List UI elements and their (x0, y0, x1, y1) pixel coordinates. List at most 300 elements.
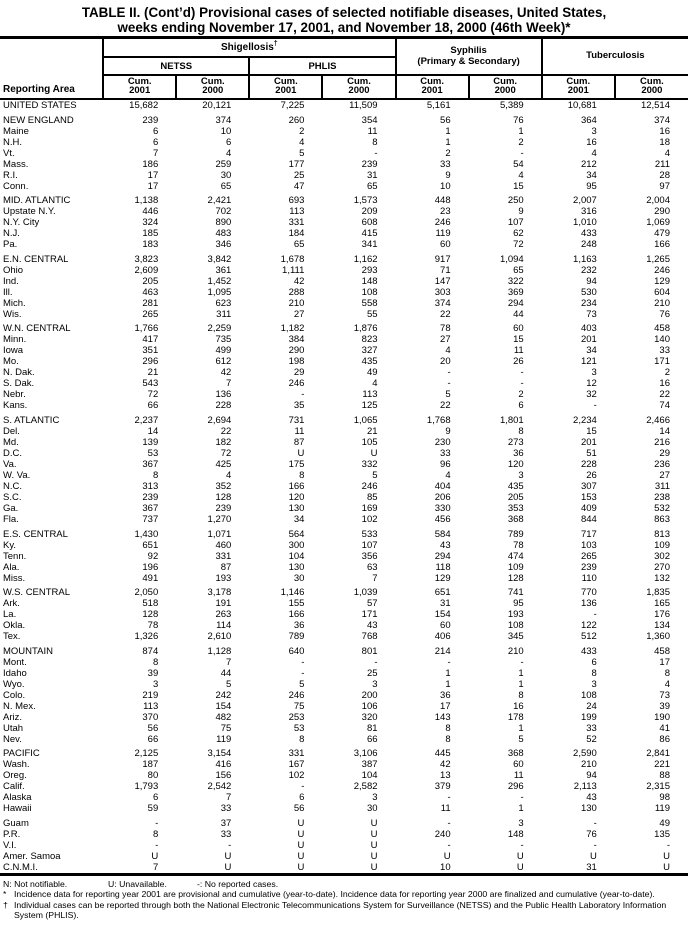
cell-value: 1 (445, 136, 451, 148)
cell-value: 8 (591, 667, 597, 679)
cell-value: 216 (654, 436, 670, 448)
cell-value: 4 (445, 469, 451, 481)
column-header-cum-5-2001: Cum. 2001 (396, 75, 469, 99)
cell-value: 66 (366, 733, 378, 745)
cell-value: 327 (361, 345, 378, 357)
cell-value: - (155, 817, 159, 829)
row-label: Amer. Samoa (3, 850, 61, 862)
cell-value: 36 (513, 447, 524, 459)
cell-value: 228 (215, 400, 232, 412)
cell-value: 27 (659, 469, 670, 481)
column-group-shigellosis (103, 38, 395, 58)
cell-value: 1,876 (353, 323, 378, 335)
cell-value: 21 (366, 425, 378, 437)
cell-value: 1,111 (282, 264, 305, 276)
table-row (0, 415, 688, 426)
cell-value: 122 (580, 620, 597, 632)
table-row (0, 657, 688, 668)
cell-value: 154 (434, 609, 451, 621)
cell-value: 250 (507, 195, 524, 207)
cell-value: 3,178 (207, 587, 232, 599)
cell-value: 10 (440, 180, 451, 192)
row-label: La. (3, 609, 17, 621)
cell-value: 346 (215, 239, 232, 251)
cell-value: - (593, 400, 597, 412)
cell-value: 200 (361, 689, 378, 701)
cell-value: 341 (361, 239, 378, 251)
cell-value: 238 (654, 491, 670, 503)
cell-value: 57 (366, 598, 378, 610)
cell-value: 917 (434, 253, 451, 265)
cell-value: 33 (440, 158, 451, 170)
cell-value: 11,509 (349, 100, 378, 111)
cell-value: 7 (372, 572, 378, 584)
table-row (0, 206, 688, 217)
cell-value: 331 (288, 217, 305, 229)
cell-value: 17 (440, 700, 451, 712)
cell-value: 499 (215, 345, 232, 357)
cell-value: U (322, 862, 395, 875)
cell-value: 324 (142, 217, 159, 229)
row-label: C.N.M.I. (0, 862, 103, 875)
row-label: Iowa (3, 345, 24, 357)
cell-value: 640 (288, 645, 305, 657)
cell-value: 166 (654, 239, 670, 251)
cell-value: 1,265 (646, 253, 670, 265)
cell-value: 246 (654, 264, 670, 276)
cell-value: 190 (654, 711, 670, 723)
cell-value: 445 (434, 748, 451, 760)
cell-value: 29 (659, 447, 670, 459)
cell-value: 1,182 (280, 323, 305, 335)
row-label: Wash. (3, 759, 30, 771)
cell-value: 2,125 (134, 748, 159, 760)
cell-value: 47 (293, 180, 305, 192)
cell-value: 128 (215, 491, 232, 503)
cell-value: 239 (142, 114, 159, 126)
cell-value: 608 (361, 217, 378, 229)
table-row (0, 573, 688, 584)
cell-value: 448 (434, 195, 451, 207)
cell-value: 42 (220, 367, 232, 379)
cell-value: 37 (220, 817, 232, 829)
cell-value: 367 (142, 502, 159, 514)
cell-value: 844 (580, 513, 597, 525)
cell-value: 43 (586, 792, 597, 804)
cell-value: 186 (142, 158, 159, 170)
cell-value: 11 (294, 425, 305, 437)
cell-value: 293 (361, 264, 378, 276)
cell-value: 1,452 (207, 275, 232, 287)
cell-value: 183 (142, 239, 159, 251)
row-label: Ky. (3, 539, 17, 551)
cell-value: 62 (513, 228, 524, 240)
cell-value: 533 (361, 528, 378, 540)
cell-value: 2,841 (646, 748, 670, 760)
cell-value: 52 (586, 733, 597, 745)
cell-value: 26 (513, 356, 524, 368)
cell-value: 1,065 (353, 414, 378, 426)
legend-item: -: No reported cases. (197, 878, 279, 889)
cell-value: 205 (507, 491, 524, 503)
cell-value: - (301, 781, 305, 793)
cell-value: 702 (215, 206, 232, 218)
cell-value: 369 (507, 286, 524, 298)
row-label: S.C. (3, 491, 22, 503)
cell-value: 1,010 (573, 217, 597, 229)
cell-value: - (374, 656, 378, 668)
cell-value: 80 (147, 770, 159, 782)
column-header-cum-3-2001: Cum. 2001 (249, 75, 322, 99)
cell-value: 232 (580, 264, 597, 276)
cell-value: 3,154 (207, 748, 232, 760)
cell-value: 265 (142, 308, 159, 320)
cell-value: 148 (507, 828, 524, 840)
footnotes (0, 876, 688, 921)
row-label: Mo. (3, 356, 19, 368)
cell-value: 34 (293, 513, 305, 525)
row-label: Va. (3, 458, 17, 470)
cell-value: 26 (586, 469, 597, 481)
cell-value: 2,234 (573, 414, 597, 426)
row-label: Mont. (3, 656, 27, 668)
cell-value: 463 (142, 286, 159, 298)
cell-value: 368 (507, 748, 524, 760)
row-label: NEW ENGLAND (3, 114, 74, 126)
cell-value: 425 (215, 458, 232, 470)
row-label: Kans. (3, 400, 28, 412)
cell-value: 228 (580, 458, 597, 470)
cell-value: 693 (288, 195, 305, 207)
cell-value: 248 (580, 239, 597, 251)
cell-value: 239 (215, 502, 232, 514)
cell-value: - (301, 389, 305, 401)
cell-value: 94 (586, 275, 597, 287)
cell-value: 242 (215, 689, 232, 701)
cell-value: 39 (659, 700, 670, 712)
cell-value: 260 (288, 114, 305, 126)
cell-value: 2,542 (207, 781, 232, 793)
cell-value: U (615, 862, 688, 875)
cell-value: 7 (152, 147, 159, 159)
cell-value: 31 (440, 598, 451, 610)
cell-value: 483 (215, 228, 232, 240)
table-row (0, 148, 688, 159)
cell-value: - (593, 839, 597, 851)
cell-value: 166 (288, 609, 305, 621)
cell-value: 332 (361, 458, 378, 470)
cell-value: 22 (440, 400, 451, 412)
column-group-tuberculosis: Tuberculosis (542, 38, 688, 76)
row-label: MOUNTAIN (3, 645, 53, 657)
cell-value: 404 (434, 480, 451, 492)
cell-value: U (297, 817, 305, 829)
cell-value: 108 (580, 689, 597, 701)
cell-value: 129 (654, 275, 670, 287)
cell-value: 874 (142, 645, 159, 657)
cell-value: - (155, 839, 159, 851)
cell-value: 33 (440, 447, 451, 459)
row-label: Ind. (3, 275, 19, 287)
row-label: Miss. (3, 572, 26, 584)
cell-value: 18 (659, 136, 670, 148)
cell-value: 8 (152, 469, 159, 481)
cell-value: 128 (142, 609, 159, 621)
cell-value: 5 (372, 469, 378, 481)
cell-value: 206 (434, 491, 451, 503)
row-label: Nebr. (3, 389, 26, 401)
cell-value: 303 (434, 286, 451, 298)
cell-value: 863 (654, 513, 670, 525)
cell-value: U (297, 828, 305, 840)
cell-value: 2,609 (134, 264, 159, 276)
cell-value: 12 (586, 378, 597, 390)
cell-value: 130 (288, 502, 305, 514)
cell-value: 6 (518, 400, 524, 412)
cell-value: 458 (654, 645, 670, 657)
cell-value: 8 (299, 733, 305, 745)
table-row (0, 254, 688, 265)
cell-value: - (447, 839, 451, 851)
cell-value: 27 (440, 334, 451, 346)
table-row (0, 170, 688, 181)
cell-value: 187 (142, 759, 159, 771)
cell-value: 136 (580, 598, 597, 610)
cell-value: 201 (580, 436, 597, 448)
page-title-line2: weeks ending November 17, 2001, and November 18, 2000 (46th Week)* (117, 20, 571, 35)
syphilis-label-line1: Syphilis (450, 45, 487, 56)
cell-value: - (447, 378, 451, 390)
cell-value: 2,582 (353, 781, 378, 793)
cell-value: 4 (299, 136, 305, 148)
syphilis-label-line2: (Primary & Secondary) (417, 55, 520, 67)
cell-value: 1,146 (280, 587, 305, 599)
cell-value: U (297, 850, 305, 862)
cell-value: 33 (586, 722, 597, 734)
cell-value: 11 (367, 125, 378, 137)
cell-value: 604 (654, 286, 670, 298)
row-label: PACIFIC (3, 748, 40, 760)
cell-value: 42 (293, 275, 305, 287)
cell-value: 60 (440, 620, 451, 632)
cell-value: 1,768 (426, 414, 451, 426)
table-row (0, 159, 688, 170)
cell-value: 33 (220, 803, 232, 815)
cell-value: 211 (654, 158, 670, 170)
cell-value: 1 (445, 667, 451, 679)
cell-value: - (520, 378, 524, 390)
cell-value: 823 (361, 334, 378, 346)
cell-value: 5 (226, 678, 232, 690)
cell-value: 153 (580, 491, 597, 503)
cell-value: 34 (586, 169, 597, 181)
row-label: Tenn. (3, 550, 27, 562)
cell-value: 219 (142, 689, 159, 701)
cell-value: 44 (220, 667, 232, 679)
cell-value: 558 (361, 297, 378, 309)
cell-value: 3 (152, 678, 159, 690)
table-row (0, 851, 688, 862)
cell-value: 458 (654, 323, 670, 335)
row-label: W.S. CENTRAL (3, 587, 71, 599)
table-row (0, 265, 688, 276)
cell-value: 6 (299, 792, 305, 804)
cell-value: 119 (435, 228, 451, 240)
cell-value: 85 (366, 491, 378, 503)
cell-value: 32 (586, 389, 597, 401)
cell-value: 2,113 (573, 781, 597, 793)
cell-value: 2,315 (646, 781, 670, 793)
table-row (0, 228, 688, 239)
cell-value: U (249, 862, 322, 875)
cell-value: 54 (513, 158, 524, 170)
cell-value: 294 (434, 550, 451, 562)
cell-value: 16 (659, 125, 670, 137)
cell-value: 156 (215, 770, 232, 782)
cell-value: 731 (288, 414, 305, 426)
cell-value: 2,007 (573, 195, 597, 207)
cell-value: 2,050 (134, 587, 159, 599)
column-header-cum-4-2000: Cum. 2000 (322, 75, 395, 99)
cell-value: 2,259 (207, 323, 232, 335)
table-row (0, 829, 688, 840)
cell-value: 51 (586, 447, 597, 459)
row-label: Ala. (3, 561, 20, 573)
cell-value: 20 (440, 356, 451, 368)
cell-value: 491 (142, 572, 159, 584)
table-row (0, 389, 688, 400)
table-row (0, 562, 688, 573)
table-row (0, 668, 688, 679)
cell-value: 7 (226, 378, 232, 390)
cell-value: 6 (226, 136, 232, 148)
cell-value: 9 (518, 206, 524, 218)
cell-value: U (151, 850, 159, 862)
table-row (0, 217, 688, 228)
cell-value: 1 (518, 667, 524, 679)
cell-value: 273 (507, 436, 524, 448)
cell-value: 1,163 (573, 253, 597, 265)
table-row (0, 115, 688, 126)
cell-value: U (370, 828, 378, 840)
cell-value: 8 (518, 425, 524, 437)
cell-value: 374 (215, 114, 232, 126)
cell-value: 41 (659, 722, 670, 734)
cell-value: 10,681 (567, 100, 597, 111)
cell-value: 53 (293, 722, 305, 734)
cell-value: 114 (216, 620, 232, 632)
cell-value: 239 (580, 561, 597, 573)
cell-value: 43 (366, 620, 378, 632)
table-row (0, 334, 688, 345)
cell-value: 1 (518, 722, 524, 734)
cell-value: 789 (507, 528, 524, 540)
cell-value: 374 (434, 297, 451, 309)
cell-value: 66 (147, 733, 159, 745)
cell-value: 125 (361, 400, 378, 412)
cell-value: 17 (659, 656, 670, 668)
cell-value: 199 (580, 711, 597, 723)
cell-value: 2,590 (573, 748, 597, 760)
cell-value: 623 (215, 297, 232, 309)
cell-value: 735 (215, 334, 232, 346)
cell-value: 60 (513, 323, 524, 335)
cell-value: 22 (659, 389, 670, 401)
cell-value: 104 (361, 770, 378, 782)
cell-value: 5 (445, 389, 451, 401)
row-label: N.Y. City (3, 217, 40, 229)
table-row (0, 540, 688, 551)
cell-value: 147 (434, 275, 451, 287)
cell-value: 1,801 (499, 414, 524, 426)
cell-value: 205 (142, 275, 159, 287)
cell-value: 2,694 (207, 414, 232, 426)
row-label: UNITED STATES (3, 100, 77, 111)
row-label: Ariz. (3, 711, 22, 723)
cell-value: 210 (654, 297, 670, 309)
row-label: Vt. (3, 147, 15, 159)
cell-value: 356 (361, 550, 378, 562)
cell-value: 177 (288, 158, 305, 170)
cell-value: U (469, 862, 542, 875)
table-row (0, 609, 688, 620)
row-label: W.N. CENTRAL (3, 323, 71, 335)
cell-value: 4 (372, 378, 378, 390)
cell-value: 31 (542, 862, 615, 875)
cell-value: 3 (372, 678, 378, 690)
cell-value: 3,842 (207, 253, 232, 265)
cell-value: 3 (591, 125, 597, 137)
cell-value: 300 (288, 539, 305, 551)
cell-value: 4 (518, 169, 524, 181)
cell-value: U (176, 862, 249, 875)
cell-value: 265 (580, 550, 597, 562)
cell-value: 53 (147, 447, 159, 459)
cell-value: 234 (580, 297, 597, 309)
table-row (0, 309, 688, 320)
cell-value: 236 (654, 458, 670, 470)
cell-value: 7 (103, 862, 176, 875)
row-label: Nev. (3, 733, 22, 745)
table-row (0, 181, 688, 192)
cell-value: 94 (586, 770, 597, 782)
cell-value: 433 (580, 645, 597, 657)
row-label: Del. (3, 425, 20, 437)
cell-value: 890 (215, 217, 232, 229)
cell-value: 8 (664, 667, 670, 679)
cell-value: 108 (507, 620, 524, 632)
cell-value: 717 (580, 528, 597, 540)
table-row (0, 448, 688, 459)
cell-value: 13 (440, 770, 451, 782)
row-label: E.S. CENTRAL (3, 528, 68, 540)
cell-value: 1,095 (207, 286, 232, 298)
cell-value: - (228, 839, 232, 851)
row-label: Minn. (3, 334, 27, 346)
cell-value: 3,823 (134, 253, 159, 265)
table-row (0, 598, 688, 609)
cell-value: 351 (142, 345, 159, 357)
cell-value: 98 (659, 792, 670, 804)
cell-value: 25 (366, 667, 378, 679)
cell-value: 97 (659, 180, 670, 192)
cell-value: 4 (591, 147, 597, 159)
cell-value: 564 (288, 528, 305, 540)
cell-value: 56 (440, 114, 451, 126)
cell-value: 813 (654, 528, 670, 540)
cell-value: 33 (220, 828, 232, 840)
cell-value: 2,466 (646, 414, 670, 426)
